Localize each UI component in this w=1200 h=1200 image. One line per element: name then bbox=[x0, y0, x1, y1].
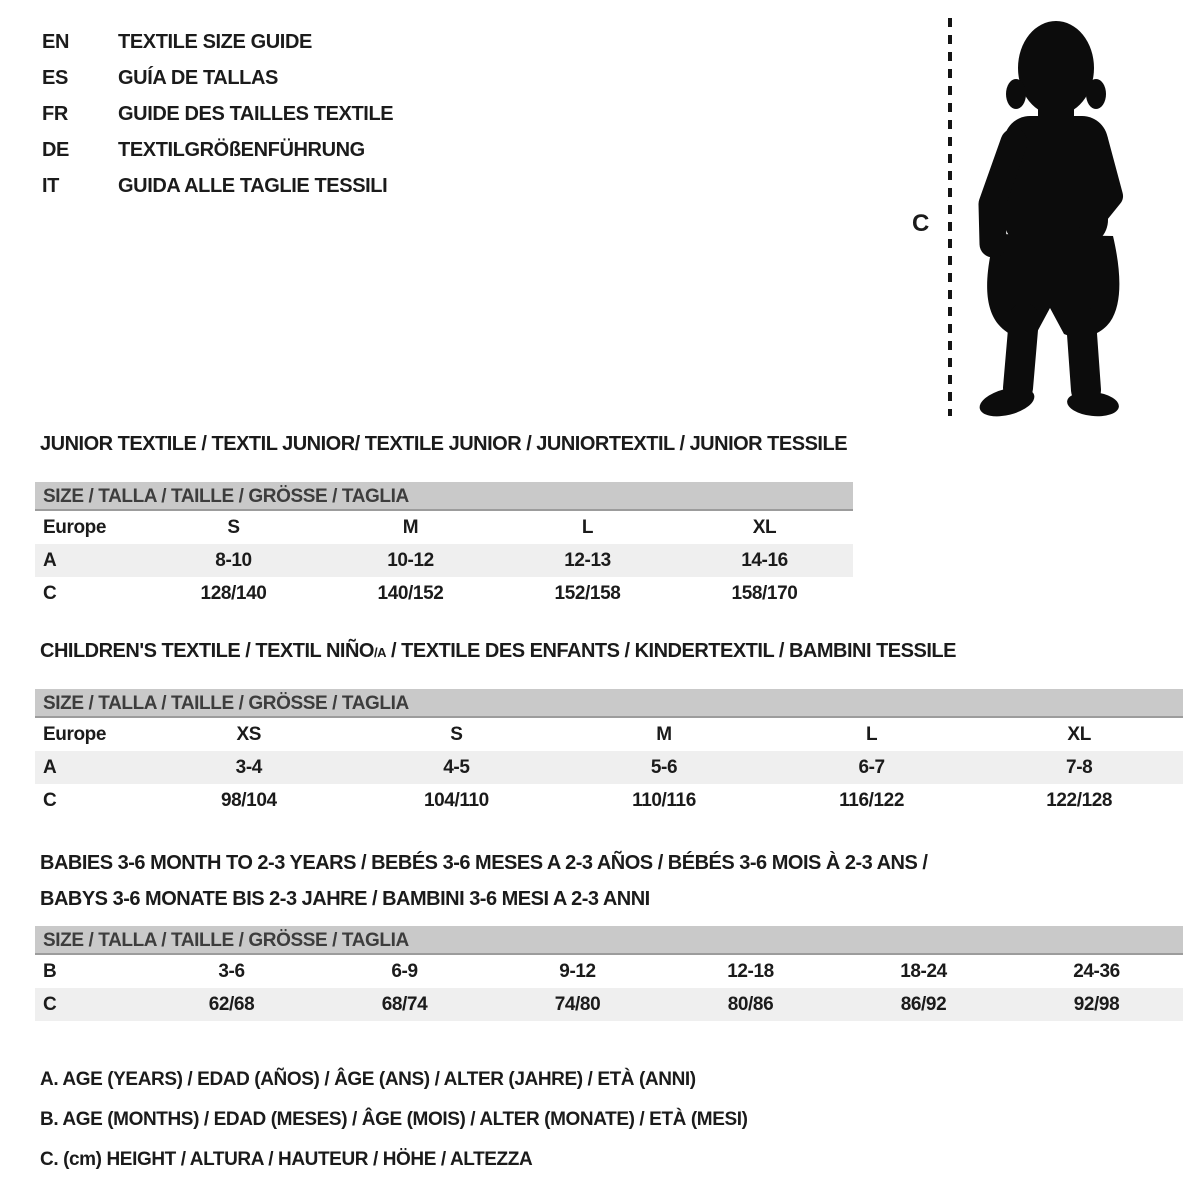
row-label: C bbox=[43, 789, 57, 811]
children-section-title bbox=[40, 640, 956, 663]
children-size-table bbox=[35, 689, 1183, 817]
size-header-bar: SIZE / TALLA / TAILLE / GRÖSSE / TAGLIA bbox=[35, 926, 1183, 955]
size-cell: M bbox=[656, 723, 672, 745]
toddler-silhouette-svg bbox=[962, 12, 1138, 418]
guide-title-es: GUÍA DE TALLAS bbox=[118, 67, 278, 89]
guide-title-fr: GUIDE DES TAILLES TEXTILE bbox=[118, 103, 394, 125]
children-title-part: CHILDREN'S TEXTILE / TEXTIL NIÑO bbox=[40, 640, 374, 662]
language-row-de bbox=[42, 132, 393, 168]
row-label: B bbox=[43, 960, 57, 982]
age-cell: 9-12 bbox=[559, 960, 596, 982]
height-measure-label: C bbox=[912, 210, 930, 237]
language-code: IT bbox=[42, 175, 59, 197]
table-row-height bbox=[35, 577, 853, 610]
height-cell: 104/110 bbox=[423, 789, 489, 811]
size-cell: S bbox=[227, 516, 240, 538]
language-row-es bbox=[42, 60, 393, 96]
babies-title-line1: BABIES 3-6 MONTH TO 2-3 YEARS / BEBÉS 3-6 MESES A 2-3 AÑOS / BÉBÉS 3-6 MOIS À 2-3 ANS / bbox=[40, 852, 928, 874]
age-cell: 7-8 bbox=[1066, 756, 1093, 778]
height-cell: 116/122 bbox=[839, 789, 904, 811]
row-label: Europe bbox=[43, 723, 107, 745]
guide-title-en: TEXTILE SIZE GUIDE bbox=[118, 31, 312, 53]
babies-size-table bbox=[35, 926, 1183, 1021]
babies-title-line2: BABYS 3-6 MONATE BIS 2-3 JAHRE / BAMBINI 3-6 MESI A 2-3 ANNI bbox=[40, 888, 650, 910]
size-header-bar: SIZE / TALLA / TAILLE / GRÖSSE / TAGLIA bbox=[35, 482, 853, 511]
height-cell: 98/104 bbox=[220, 789, 277, 811]
age-cell: 18-24 bbox=[900, 960, 947, 982]
table-row-height bbox=[35, 988, 1183, 1021]
size-cell: S bbox=[450, 723, 463, 745]
language-code: EN bbox=[42, 31, 69, 53]
age-cell: 3-6 bbox=[218, 960, 245, 982]
height-cell: 122/128 bbox=[1046, 789, 1113, 811]
babies-section-title bbox=[40, 845, 927, 917]
row-label: C bbox=[43, 993, 57, 1015]
row-label: A bbox=[43, 549, 57, 571]
age-cell: 6-7 bbox=[858, 756, 885, 778]
height-cell: 110/116 bbox=[632, 789, 696, 811]
height-cell: 68/74 bbox=[381, 993, 428, 1015]
table-row-age-months bbox=[35, 955, 1183, 988]
toddler-silhouette-image bbox=[962, 12, 1138, 423]
size-cell: XL bbox=[752, 516, 777, 538]
language-title-list bbox=[42, 24, 393, 204]
age-cell: 10-12 bbox=[387, 549, 434, 571]
age-cell: 5-6 bbox=[650, 756, 678, 778]
height-cell: 62/68 bbox=[208, 993, 255, 1015]
age-cell: 8-10 bbox=[215, 549, 252, 571]
height-cell: 80/86 bbox=[727, 993, 774, 1015]
height-measure-dashed-line bbox=[948, 18, 952, 416]
table-row-height bbox=[35, 784, 1183, 817]
age-cell: 4-5 bbox=[443, 756, 470, 778]
size-cell: XS bbox=[236, 723, 262, 745]
row-label: C bbox=[43, 582, 57, 604]
age-cell: 3-4 bbox=[235, 756, 262, 778]
height-cell: 86/92 bbox=[900, 993, 947, 1015]
measurement-legend bbox=[40, 1060, 748, 1180]
table-row-europe bbox=[35, 718, 1183, 751]
age-cell: 12-18 bbox=[727, 960, 774, 982]
legend-line-b: B. AGE (MONTHS) / EDAD (MESES) / ÂGE (MOIS) / ALTER (MONATE) / ETÀ (MESI) bbox=[40, 1109, 748, 1130]
age-cell: 12-13 bbox=[564, 549, 611, 571]
size-cell: XL bbox=[1067, 723, 1091, 745]
children-title-sub: /A bbox=[373, 645, 386, 660]
size-cell: L bbox=[865, 723, 878, 745]
table-row-europe bbox=[35, 511, 853, 544]
height-cell: 140/152 bbox=[377, 582, 444, 604]
legend-line-a: A. AGE (YEARS) / EDAD (AÑOS) / ÂGE (ANS) / ALTER (JAHRE) / ETÀ (ANNI) bbox=[40, 1069, 696, 1090]
row-label: Europe bbox=[43, 516, 107, 538]
age-cell: 14-16 bbox=[741, 549, 788, 571]
size-cell: M bbox=[402, 516, 419, 538]
height-cell: 74/80 bbox=[554, 993, 601, 1015]
size-cell: L bbox=[581, 516, 594, 538]
height-cell: 128/140 bbox=[200, 582, 267, 604]
row-label: A bbox=[43, 756, 57, 778]
language-row-en bbox=[42, 24, 393, 60]
language-code: DE bbox=[42, 139, 69, 161]
guide-title-de: TEXTILGRÖßENFÜHRUNG bbox=[118, 139, 365, 161]
height-cell: 92/98 bbox=[1073, 993, 1120, 1015]
age-cell: 6-9 bbox=[391, 960, 418, 982]
children-title-part: / TEXTILE DES ENFANTS / KINDERTEXTIL / BAMBINI TESSILE bbox=[385, 640, 956, 662]
language-code: ES bbox=[42, 67, 68, 89]
language-code: FR bbox=[42, 103, 68, 125]
table-row-age bbox=[35, 751, 1183, 784]
language-row-fr bbox=[42, 96, 393, 132]
size-header-bar: SIZE / TALLA / TAILLE / GRÖSSE / TAGLIA bbox=[35, 689, 1183, 718]
legend-line-c: C. (cm) HEIGHT / ALTURA / HAUTEUR / HÖHE / ALTEZZA bbox=[40, 1149, 533, 1170]
age-cell: 24-36 bbox=[1073, 960, 1120, 982]
height-cell: 158/170 bbox=[731, 582, 798, 604]
junior-section-title: JUNIOR TEXTILE / TEXTIL JUNIOR/ TEXTILE JUNIOR / JUNIORTEXTIL / JUNIOR TESSILE bbox=[40, 433, 848, 455]
guide-title-it: GUIDA ALLE TAGLIE TESSILI bbox=[118, 175, 388, 197]
table-row-age bbox=[35, 544, 853, 577]
language-row-it bbox=[42, 168, 393, 204]
height-cell: 152/158 bbox=[554, 582, 621, 604]
junior-size-table bbox=[35, 482, 853, 610]
